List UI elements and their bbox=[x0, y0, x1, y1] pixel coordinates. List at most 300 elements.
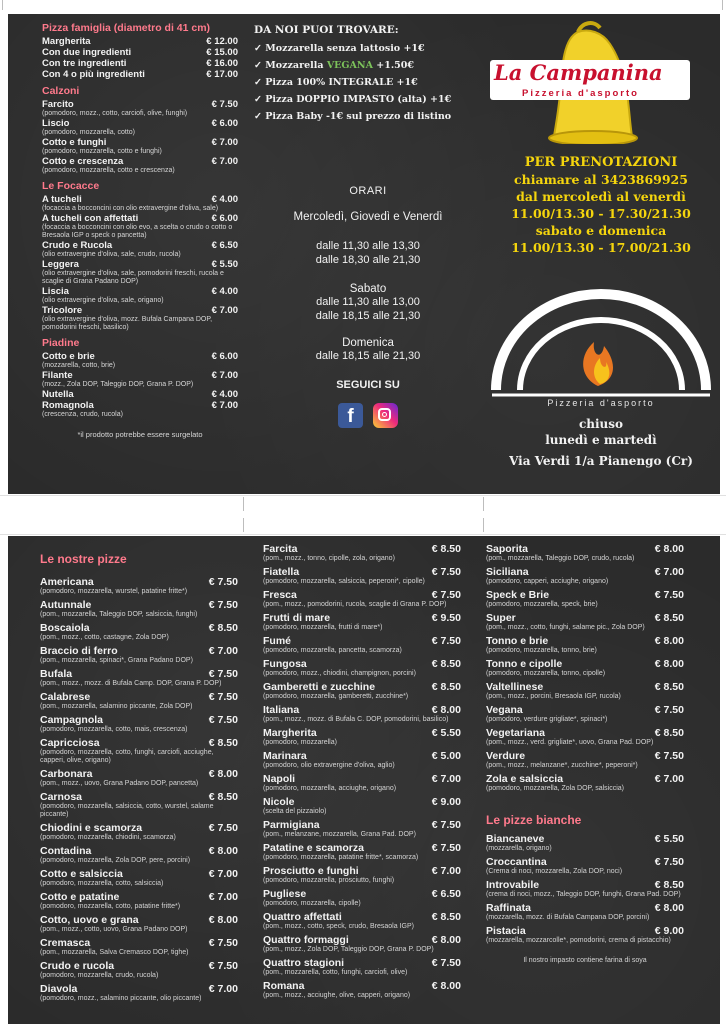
pizza-name: Romana bbox=[263, 980, 305, 992]
closed-days bbox=[482, 416, 720, 448]
pizza-desc: (pom., mozz., acciughe, olive, capperi, origano) bbox=[263, 992, 411, 999]
extra-item: ✓ Mozzarella senza lattosio +1€ bbox=[254, 43, 425, 54]
pizza-item bbox=[263, 612, 461, 624]
booking-line: 11.00/13.30 - 17.00/21.30 bbox=[511, 240, 691, 255]
pizza-item bbox=[40, 737, 238, 749]
sunday-hours: dalle 18,15 alle 21,30 bbox=[315, 350, 421, 362]
pizza-item bbox=[263, 543, 461, 555]
pizza-name: Gamberetti e zucchine bbox=[263, 681, 376, 693]
pizza-desc: (pom., mozz., mozz. di Bufala C. DOP, pomodorini, basilico) bbox=[263, 716, 449, 723]
pizza-desc: (pom., mozz., verd. grigliate*, uovo, Grana Pad. DOP) bbox=[486, 739, 654, 746]
pizza-price: € 7.50 bbox=[431, 819, 461, 831]
section-title-focacce: Le Focacce bbox=[42, 180, 100, 192]
pizza-name: Vegana bbox=[486, 704, 523, 716]
pizza-name: Croccantina bbox=[486, 856, 547, 868]
booking-line: sabato e domenica bbox=[535, 223, 667, 238]
vegana-highlight: VEGANA bbox=[326, 60, 373, 71]
pizza-item bbox=[40, 668, 238, 680]
pizza-desc: (pomodoro, mozzarella, salsiccia, peperoni*, cipolle) bbox=[263, 578, 425, 585]
booking-line: dal mercoledì al venerdì bbox=[516, 189, 686, 204]
pizza-price: € 7.50 bbox=[208, 822, 238, 834]
menu-item-desc: (pomodoro, mozzarella, cotto e crescenza) bbox=[42, 167, 175, 174]
menu-item-desc: (mozz., Zola DOP, Taleggio DOP, Grana P. DOP) bbox=[42, 381, 194, 388]
pizza-desc: (pomodoro, capperi, acciughe, origano) bbox=[486, 578, 609, 585]
menu-item: Liscio € 6.00 bbox=[42, 118, 238, 129]
extra-item: ✓ Pizza Baby -1€ sul prezzo di listino bbox=[254, 111, 452, 122]
extra-item: ✓ Mozzarella VEGANA +1.50€ bbox=[254, 60, 414, 71]
pizza-price: € 7.50 bbox=[431, 589, 461, 601]
pizza-desc: (pom., melanzane, mozzarella, Grana Pad. DOP) bbox=[263, 831, 416, 838]
pizza-price: € 7.50 bbox=[208, 668, 238, 680]
pizza-item bbox=[486, 833, 684, 845]
pizza-name: Tonno e brie bbox=[486, 635, 549, 647]
menu-item: Con 4 o più ingredienti € 17.00 bbox=[42, 69, 238, 80]
pizza-desc: (pom., mozzarella, spinaci*, Grana Padano DOP) bbox=[40, 657, 193, 664]
pizza-price: € 8.00 bbox=[654, 543, 684, 555]
menu-item: Margherita € 12.00 bbox=[42, 36, 238, 47]
pizza-name: Fiatella bbox=[263, 566, 300, 578]
social-icons bbox=[254, 403, 482, 428]
trim-mark bbox=[0, 495, 726, 496]
pizza-item bbox=[40, 845, 238, 857]
pizze-column-2 bbox=[263, 540, 461, 1000]
menu-item-desc: (olio extravergine d'oliva, sale, origano) bbox=[42, 297, 164, 304]
pizza-price: € 7.50 bbox=[208, 960, 238, 972]
pizza-price: € 8.00 bbox=[431, 980, 461, 992]
pizza-desc: (pom., mozz., cotto, uovo, Grana Padano DOP) bbox=[40, 926, 188, 933]
menu-item: Nutella € 4.00 bbox=[42, 389, 238, 400]
trim-mark bbox=[0, 534, 726, 535]
pizza-price: € 8.00 bbox=[654, 902, 684, 914]
pizza-item bbox=[40, 960, 238, 972]
trim-mark bbox=[243, 497, 244, 511]
menu-inner-side bbox=[8, 536, 720, 1024]
pizza-item bbox=[486, 902, 684, 914]
pizza-name: Boscaiola bbox=[40, 622, 90, 634]
pizza-price: € 7.00 bbox=[208, 891, 238, 903]
menu-section bbox=[42, 22, 238, 80]
pizza-price: € 7.00 bbox=[654, 566, 684, 578]
pizza-item bbox=[486, 681, 684, 693]
pizza-desc: (pom., mozz., pomodorini, rucola, scaglie di Grana P. DOP) bbox=[263, 601, 447, 608]
pizza-price: € 8.00 bbox=[431, 704, 461, 716]
weekdays-hours: dalle 18,30 alle 21,30 bbox=[315, 254, 421, 266]
pizza-desc: (pomodoro, mozzarella, cotto, salsiccia) bbox=[40, 880, 164, 887]
pizza-item bbox=[486, 566, 684, 578]
pizza-name: Calabrese bbox=[40, 691, 91, 703]
pizza-price: € 8.50 bbox=[208, 791, 238, 803]
pizza-name: Tonno e cipolle bbox=[486, 658, 563, 670]
left-menu-column bbox=[42, 20, 238, 439]
pizza-item bbox=[263, 750, 461, 762]
oven-icon bbox=[482, 286, 720, 406]
pizza-item bbox=[40, 983, 238, 995]
pizza-item bbox=[263, 796, 461, 808]
pizza-price: € 7.50 bbox=[208, 576, 238, 588]
menu-item: Tricolore € 7.00 bbox=[42, 305, 238, 316]
pizza-name: Marinara bbox=[263, 750, 307, 762]
address: Via Verdi 1/a Pianengo (Cr) bbox=[509, 454, 693, 468]
pizza-price: € 8.50 bbox=[431, 543, 461, 555]
pizza-desc: (pomodoro, mozz., salamino piccante, olio piccante) bbox=[40, 995, 202, 1002]
pizza-item bbox=[263, 658, 461, 670]
pizza-name: Campagnola bbox=[40, 714, 104, 726]
pizza-item bbox=[486, 879, 684, 891]
pizza-item bbox=[40, 645, 238, 657]
menu-item: Cotto e brie € 6.00 bbox=[42, 351, 238, 362]
pizza-price: € 7.00 bbox=[208, 645, 238, 657]
pizza-price: € 7.50 bbox=[431, 842, 461, 854]
pizza-price: € 9.00 bbox=[431, 796, 461, 808]
pizza-price: € 9.00 bbox=[654, 925, 684, 937]
pizza-name: Fresca bbox=[263, 589, 297, 601]
pizza-price: € 7.00 bbox=[654, 773, 684, 785]
pizza-name: Cremasca bbox=[40, 937, 91, 949]
pizza-name: Fumé bbox=[263, 635, 292, 647]
pizza-desc: (pom., mozzarella, Taleggio DOP, crudo, rucola) bbox=[486, 555, 635, 562]
pizza-name: Farcita bbox=[263, 543, 298, 555]
trim-mark bbox=[722, 0, 723, 10]
pizza-price: € 5.50 bbox=[431, 727, 461, 739]
pizza-price: € 7.50 bbox=[654, 856, 684, 868]
pizza-name: Quattro stagioni bbox=[263, 957, 345, 969]
menu-section bbox=[42, 180, 238, 332]
pizza-price: € 7.50 bbox=[431, 957, 461, 969]
pizza-desc: (pom., mozzarella, salamino piccante, Zola DOP) bbox=[40, 703, 193, 710]
menu-item: Cotto e crescenza € 7.00 bbox=[42, 156, 238, 167]
pizza-price: € 8.50 bbox=[431, 658, 461, 670]
pizza-item bbox=[263, 566, 461, 578]
pizza-name: Diavola bbox=[40, 983, 78, 995]
pizza-desc: (pomodoro, mozzarella, frutti di mare*) bbox=[263, 624, 383, 631]
pizza-name: Introvabile bbox=[486, 879, 540, 891]
pizza-item bbox=[486, 856, 684, 868]
pizze-column-1 bbox=[40, 540, 238, 1003]
pizza-item bbox=[263, 819, 461, 831]
pizza-price: € 8.50 bbox=[431, 681, 461, 693]
menu-item: Romagnola € 7.00 bbox=[42, 400, 238, 411]
pizza-price: € 5.00 bbox=[431, 750, 461, 762]
pizza-price: € 8.00 bbox=[208, 768, 238, 780]
pizza-name: Contadina bbox=[40, 845, 92, 857]
pizza-desc: (pomodoro, mozzarella, speck, brie) bbox=[486, 601, 598, 608]
closed-line: lunedì e martedì bbox=[545, 433, 657, 447]
pizza-item bbox=[486, 727, 684, 739]
pizza-name: Verdure bbox=[486, 750, 526, 762]
pizza-item bbox=[263, 934, 461, 946]
pizza-price: € 6.50 bbox=[431, 888, 461, 900]
pizza-desc: (pom., mozz., melanzane*, zucchine*, peperoni*) bbox=[486, 762, 638, 769]
pizza-item bbox=[263, 635, 461, 647]
soy-note: Il nostro impasto contiene farina di soya bbox=[523, 957, 647, 964]
menu-item: A tucheli con affettati € 6.00 bbox=[42, 213, 238, 224]
facebook-icon[interactable]: f bbox=[338, 403, 363, 428]
pizza-price: € 8.00 bbox=[208, 914, 238, 926]
pizza-price: € 8.50 bbox=[654, 612, 684, 624]
oven-caption: Pizzeria d'asporto bbox=[547, 398, 655, 408]
pizza-name: Autunnale bbox=[40, 599, 92, 611]
trim-mark bbox=[2, 0, 3, 10]
pizza-price: € 8.00 bbox=[654, 658, 684, 670]
pizza-name: Fungosa bbox=[263, 658, 307, 670]
pizza-price: € 8.00 bbox=[431, 934, 461, 946]
section-title-piadine: Piadine bbox=[42, 337, 80, 349]
pizza-desc: (pomodoro, mozz., chiodini, champignon, porcini) bbox=[263, 670, 416, 677]
pizza-desc: (pomodoro, mozzarella, crudo, rucola) bbox=[40, 972, 159, 979]
info-column bbox=[254, 24, 482, 428]
pizza-desc: (pom., mozz., mozz. di Bufala Camp. DOP, Grana P. DOP) bbox=[40, 680, 222, 687]
menu-item: Con tre ingredienti € 16.00 bbox=[42, 58, 238, 69]
pizza-item bbox=[486, 704, 684, 716]
pizza-name: Braccio di ferro bbox=[40, 645, 118, 657]
pizza-name: Nicole bbox=[263, 796, 295, 808]
menu-item-desc: (focaccia a bocconcini con olio extravergine d'oliva, sale) bbox=[42, 205, 219, 212]
pizza-desc: (Crema di noci, mozzarella, Zola DOP, noci) bbox=[486, 868, 623, 875]
pizza-desc: (pomodoro, mozzarella, cotto, patatine fritte*) bbox=[40, 903, 181, 910]
pizza-name: Parmigiana bbox=[263, 819, 320, 831]
pizza-item bbox=[40, 576, 238, 588]
closed-line: chiuso bbox=[578, 417, 624, 431]
pizza-name: Vegetariana bbox=[486, 727, 545, 739]
pizza-desc: (pomodoro, mozzarella, gamberetti, zucchine*) bbox=[263, 693, 409, 700]
pizza-price: € 8.50 bbox=[654, 879, 684, 891]
pizza-name: Biancaneve bbox=[486, 833, 545, 845]
pizza-item bbox=[263, 727, 461, 739]
pizza-name: Saporita bbox=[486, 543, 529, 555]
menu-section bbox=[42, 85, 238, 175]
pizza-item bbox=[263, 704, 461, 716]
pizza-desc: (pom., mozzarella, Salva Cremasco DOP, tighe) bbox=[40, 949, 189, 956]
pizza-item bbox=[486, 635, 684, 647]
pizza-price: € 7.00 bbox=[208, 868, 238, 880]
pizza-desc: (pomodoro, mozzarella, Zola DOP, salsiccia) bbox=[486, 785, 624, 792]
booking-block bbox=[482, 154, 720, 256]
pizza-price: € 7.50 bbox=[654, 589, 684, 601]
pizza-item bbox=[486, 543, 684, 555]
surgelato-footnote: *il prodotto potrebbe essere surgelato bbox=[77, 430, 203, 439]
pizza-name: Zola e salsiccia bbox=[486, 773, 564, 785]
pizza-desc: (pomodoro, mozzarella, prosciutto, funghi) bbox=[263, 877, 395, 884]
pizza-name: Bufala bbox=[40, 668, 73, 680]
pizza-price: € 8.50 bbox=[208, 622, 238, 634]
pizza-desc: (pomodoro, mozzarella, pancetta, scamorza) bbox=[263, 647, 402, 654]
menu-item: Crudo e Rucola € 6.50 bbox=[42, 240, 238, 251]
pizza-desc: (pomodoro, mozzarella) bbox=[263, 739, 337, 746]
pizza-item bbox=[486, 612, 684, 624]
section-title-famiglia: Pizza famiglia (diametro di 41 cm) bbox=[42, 22, 211, 34]
pizza-name: Valtellinese bbox=[486, 681, 544, 693]
extra-item: ✓ Pizza DOPPIO IMPASTO (alta) +1€ bbox=[254, 94, 452, 105]
pizza-desc: (pomodoro, mozzarella, chiodini, scamorza) bbox=[40, 834, 176, 841]
weekdays-label: Mercoledì, Giovedì e Venerdì bbox=[293, 211, 443, 223]
pizza-item bbox=[263, 589, 461, 601]
menu-item: Farcito € 7.50 bbox=[42, 99, 238, 110]
menu-item-desc: (pomodoro, mozzarella, cotto e funghi) bbox=[42, 148, 162, 155]
pizza-item bbox=[486, 658, 684, 670]
pizza-desc: (crema di noci, mozz., Taleggio DOP, funghi, Grana Pad. DOP) bbox=[486, 891, 681, 898]
pizza-item bbox=[40, 914, 238, 926]
pizza-desc: (pom., mozzarella, cotto, funghi, carciofi, olive) bbox=[263, 969, 408, 976]
pizze-section-title: Le nostre pizze bbox=[40, 552, 127, 566]
pizza-name: Siciliana bbox=[486, 566, 529, 578]
pizza-desc: (mozzarella, mozzarcolle*, pomodorini, crema di pistacchio) bbox=[486, 937, 671, 944]
menu-item: Leggera € 5.50 bbox=[42, 259, 238, 270]
booking-line: 11.00/13.30 - 17.30/21.30 bbox=[511, 206, 691, 221]
pizza-price: € 7.50 bbox=[431, 566, 461, 578]
pizza-name: Quattro affettati bbox=[263, 911, 342, 923]
pizza-price: € 7.00 bbox=[431, 773, 461, 785]
trim-mark bbox=[483, 518, 484, 532]
pizza-item bbox=[263, 842, 461, 854]
pizza-name: Cotto e salsiccia bbox=[40, 868, 123, 880]
pizza-name: Margherita bbox=[263, 727, 317, 739]
pizza-name: Italiana bbox=[263, 704, 300, 716]
logo-subtitle: Pizzeria d'asporto bbox=[522, 88, 639, 99]
instagram-icon[interactable] bbox=[373, 403, 398, 428]
pizza-price: € 7.50 bbox=[654, 750, 684, 762]
bianche-section-title: Le pizze bianche bbox=[486, 813, 582, 827]
menu-section bbox=[42, 337, 238, 419]
pizza-item bbox=[40, 891, 238, 903]
pizza-item bbox=[263, 888, 461, 900]
trim-mark bbox=[483, 497, 484, 511]
pizza-name: Crudo e rucola bbox=[40, 960, 115, 972]
extras-title: DA NOI PUOI TROVARE: bbox=[254, 24, 399, 36]
menu-item-desc: (olio extravergine d'oliva, mozz. Bufala Campana DOP, pomodorini freschi, basilico) bbox=[42, 316, 213, 331]
pizza-item bbox=[40, 868, 238, 880]
sunday-label: Domenica bbox=[342, 337, 394, 349]
pizza-price: € 8.00 bbox=[654, 635, 684, 647]
pizza-item bbox=[486, 773, 684, 785]
pizza-desc: (pom., mozz., cotto, castagne, Zola DOP) bbox=[40, 634, 169, 641]
pizza-desc: (pom., mozz., cotto, speck, crudo, Bresaola IGP) bbox=[263, 923, 414, 930]
pizza-desc: (pom., mozz., uovo, Grana Padano DOP, pancetta) bbox=[40, 780, 199, 787]
menu-item: Liscia € 4.00 bbox=[42, 286, 238, 297]
saturday-hours: dalle 18,15 alle 21,30 bbox=[315, 310, 421, 322]
pizza-name: Cotto, uovo e grana bbox=[40, 914, 139, 926]
pizza-price: € 8.50 bbox=[654, 727, 684, 739]
menu-item: Filante € 7.00 bbox=[42, 370, 238, 381]
pizza-item bbox=[263, 773, 461, 785]
pizza-item bbox=[40, 822, 238, 834]
menu-item-desc: (pomodoro, mozz., cotto, carciofi, olive, funghi) bbox=[42, 110, 188, 117]
pizza-desc: (pom., mozz., porcini, Bresaola IGP, rucola) bbox=[486, 693, 621, 700]
pizza-item bbox=[40, 622, 238, 634]
pizza-item bbox=[40, 599, 238, 611]
pizza-desc: (scelta del pizzaiolo) bbox=[263, 808, 327, 815]
pizza-desc: (pomodoro, mozzarella, cipolle) bbox=[263, 900, 361, 907]
menu-item-desc: (focaccia a bocconcini con olio evo, a scelta o crudo o cotto o Bresaola IGP o speck o pancetta) bbox=[42, 224, 233, 239]
pizza-price: € 8.50 bbox=[208, 737, 238, 749]
pizza-desc: (pom., mozz., Zola DOP, Taleggio DOP, Grana P. DOP) bbox=[263, 946, 434, 953]
menu-outer-side bbox=[8, 14, 720, 494]
pizza-price: € 9.50 bbox=[431, 612, 461, 624]
menu-item-desc: (olio extravergine d'oliva, sale, pomodorini freschi, rucola e scaglie di Grana Padano DOP) bbox=[42, 270, 224, 285]
pizza-name: Capricciosa bbox=[40, 737, 100, 749]
menu-item: Con due ingredienti € 15.00 bbox=[42, 47, 238, 58]
pizza-desc: (pomodoro, mozzarella, acciughe, origano) bbox=[263, 785, 397, 792]
pizza-desc: (pomodoro, mozzarella, tonno, cipolle) bbox=[486, 670, 606, 677]
pizza-desc: (pomodoro, verdure grigliate*, spinaci*) bbox=[486, 716, 608, 723]
pizza-item bbox=[263, 865, 461, 877]
pizza-price: € 7.50 bbox=[431, 635, 461, 647]
pizza-name: Chiodini e scamorza bbox=[40, 822, 143, 834]
orari-title: ORARI bbox=[349, 185, 387, 197]
pizza-name: Quattro formaggi bbox=[263, 934, 349, 946]
pizza-desc: (pomodoro, mozzarella, patatine fritte*, scamorza) bbox=[263, 854, 419, 861]
pizza-desc: (pomodoro, mozzarella, salsiccia, cotto, wurstel, salame piccante) bbox=[40, 803, 214, 818]
pizza-price: € 7.50 bbox=[208, 691, 238, 703]
pizza-name: Pistacia bbox=[486, 925, 526, 937]
pizza-item bbox=[40, 937, 238, 949]
pizza-item bbox=[263, 980, 461, 992]
pizza-name: Carbonara bbox=[40, 768, 93, 780]
pizza-item bbox=[486, 750, 684, 762]
pizza-name: Patatine e scamorza bbox=[263, 842, 364, 854]
pizza-name: Prosciutto e funghi bbox=[263, 865, 359, 877]
pizza-price: € 7.50 bbox=[654, 704, 684, 716]
pizze-column-3 bbox=[486, 540, 684, 965]
pizza-price: € 5.50 bbox=[654, 833, 684, 845]
pizza-desc: (pomodoro, mozzarella, tonno, brie) bbox=[486, 647, 597, 654]
menu-item: Cotto e funghi € 7.00 bbox=[42, 137, 238, 148]
pizza-desc: (pom., mozzarella, Taleggio DOP, salsiccia, funghi) bbox=[40, 611, 198, 618]
section-title-calzoni: Calzoni bbox=[42, 85, 80, 97]
menu-item: A tucheli € 4.00 bbox=[42, 194, 238, 205]
booking-line: PER PRENOTAZIONI bbox=[524, 155, 678, 170]
pizza-name: Cotto e patatine bbox=[40, 891, 120, 903]
trim-mark bbox=[243, 518, 244, 532]
pizza-desc: (pomodoro, olio extravergine d'oliva, aglio) bbox=[263, 762, 395, 769]
pizza-item bbox=[40, 691, 238, 703]
pizza-desc: (mozzarella, origano) bbox=[486, 845, 552, 852]
pizza-name: Napoli bbox=[263, 773, 296, 785]
pizza-price: € 8.00 bbox=[208, 845, 238, 857]
pizza-name: Super bbox=[486, 612, 516, 624]
pizza-price: € 7.00 bbox=[208, 983, 238, 995]
pizza-item bbox=[263, 911, 461, 923]
pizza-price: € 8.50 bbox=[654, 681, 684, 693]
pizza-name: Frutti di mare bbox=[263, 612, 331, 624]
pizza-price: € 8.50 bbox=[431, 911, 461, 923]
weekdays-hours: dalle 11,30 alle 13,30 bbox=[316, 240, 420, 252]
pizza-item bbox=[486, 925, 684, 937]
pizza-desc: (mozzarella, mozz. di Bufala Campana DOP, porcini) bbox=[486, 914, 650, 921]
pizza-desc: (pom., mozz., cotto, funghi, salame pic., Zola DOP) bbox=[486, 624, 645, 631]
pizza-item bbox=[40, 714, 238, 726]
menu-item-desc: (olio extravergine d'oliva, sale, crudo, rucola) bbox=[42, 251, 181, 258]
pizza-desc: (pomodoro, mozzarella, cotto, funghi, carciofi, acciughe, capperi, olive, origano) bbox=[40, 749, 214, 764]
pizza-name: Speck e Brie bbox=[486, 589, 550, 601]
booking-phone[interactable]: chiamare al 3423869925 bbox=[514, 172, 688, 187]
pizza-desc: (pomodoro, mozzarella, Zola DOP, pere, porcini) bbox=[40, 857, 191, 864]
menu-item-desc: (pomodoro, mozzarella, cotto) bbox=[42, 129, 135, 136]
saturday-hours: dalle 11,30 alle 13,00 bbox=[316, 296, 420, 308]
social-title: SEGUICI SU bbox=[336, 379, 400, 391]
pizza-price: € 7.50 bbox=[208, 599, 238, 611]
logo-wordmark: La Campanina bbox=[494, 60, 663, 85]
pizza-desc: (pom., mozz., tonno, cipolle, zola, origano) bbox=[263, 555, 395, 562]
pizza-desc: (pomodoro, mozzarella, wurstel, patatine fritte*) bbox=[40, 588, 188, 595]
pizza-name: Pugliese bbox=[263, 888, 307, 900]
pizza-item bbox=[263, 681, 461, 693]
pizza-price: € 7.00 bbox=[431, 865, 461, 877]
branding-column bbox=[482, 14, 720, 494]
pizza-item bbox=[40, 791, 238, 803]
pizza-desc: (pomodoro, mozzarella, cotto, mais, crescenza) bbox=[40, 726, 188, 733]
pizza-item bbox=[40, 768, 238, 780]
pizza-item bbox=[486, 589, 684, 601]
